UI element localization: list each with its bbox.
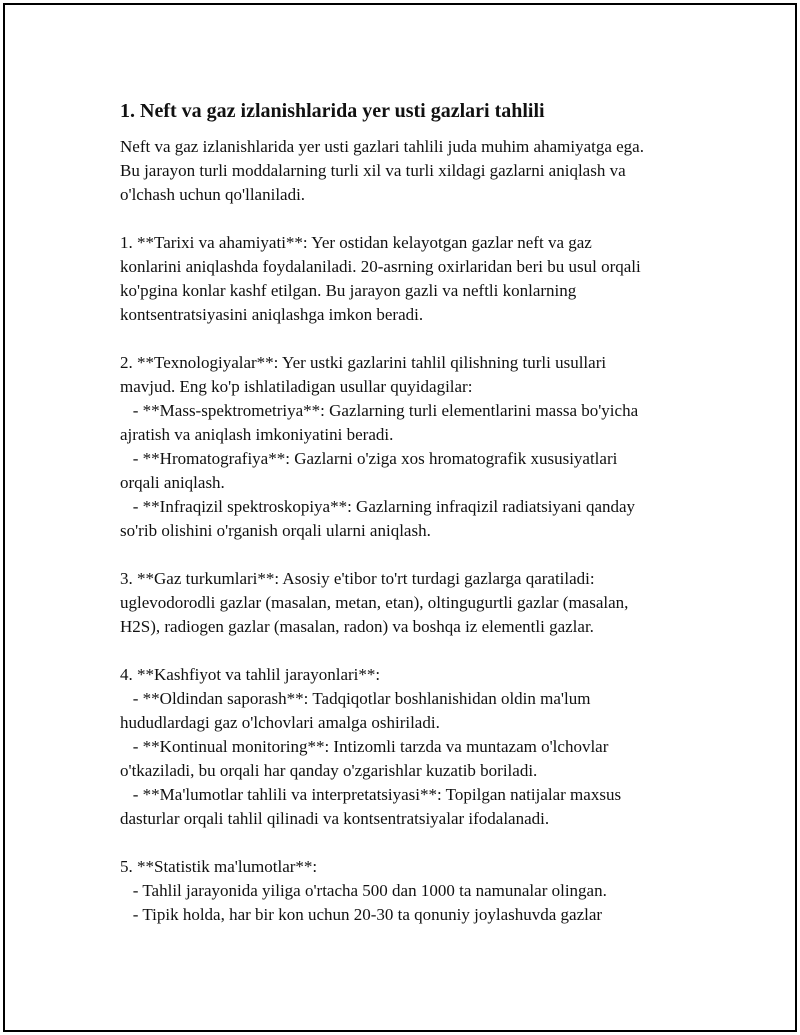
section-exploration-process: 4. **Kashfiyot va tahlil jarayonlari**: - **Oldindan saporash**: Tadqiqotlar boshlanishidan oldin ma'lum hududlardagi gaz o'lchovlari amalga oshiriladi. - **Kontinual monitoring**: Intizomli tarzda va muntazam o'lchovlar o'tkaziladi, bu orqali har qanday o'zgarishlar kuzatib boriladi. - **Ma'lumotlar tahlili va interpretatsiyasi**: Topilgan natijalar maxsus dasturlar orqali tahlil qilinadi va kontsentratsiyalar ifodalanadi. [120, 665, 622, 828]
page-title: 1. Neft va gaz izlanishlarida yer usti gazlari tahlili [120, 100, 545, 122]
section-history: 1. **Tarixi va ahamiyati**: Yer ostidan kelayotgan gazlar neft va gaz konlarini aniqlashda foydalaniladi. 20-asrning oxirlaridan beri bu usul orqali ko'pgina konlar kashf etilgan. Bu jarayon gazli va neftli konlarning kontsentratsiyasini aniqlashga imkon beradi. [120, 233, 641, 324]
section-gas-categories: 3. **Gaz turkumlari**: Asosiy e'tibor to'rt turdagi gazlarga qaratiladi: uglevodorodli gazlar (masalan, metan, etan), oltingugurtli gazlar (masalan, H2S), radiogen gazlar (masalan, radon) va boshqa iz elementli gazlar. [120, 569, 629, 636]
section-statistics: 5. **Statistik ma'lumotlar**: - Tahlil jarayonida yiliga o'rtacha 500 dan 1000 ta namunalar olingan. - Tipik holda, har bir kon uchun 20-30 ta qonuniy joylashuvda gazlar [120, 857, 607, 924]
intro-paragraph: Neft va gaz izlanishlarida yer usti gazlari tahlili juda muhim ahamiyatga ega. Bu jarayon turli moddalarning turli xil va turli xildagi gazlarni aniqlash va o'lchash uchun qo'llaniladi. [120, 137, 644, 204]
section-technologies: 2. **Texnologiyalar**: Yer ustki gazlarini tahlil qilishning turli usullari mavjud. Eng ko'p ishlatiladigan usullar quyidagilar: - **Mass-spektrometriya**: Gazlarning turli elementlarini massa bo'yicha ajratish va aniqlash imkoniyatini beradi. - **Hromatografiya**: Gazlarni o'ziga xos hromatografik xususiyatlari orqali aniqlash. - **Infraqizil spektroskopiya**: Gazlarning infraqizil radiatsiyani qanday so'rib olishini o'rganish orqali ularni aniqlash. [120, 353, 639, 540]
page-frame [3, 3, 797, 1032]
document-body [120, 98, 700, 927]
